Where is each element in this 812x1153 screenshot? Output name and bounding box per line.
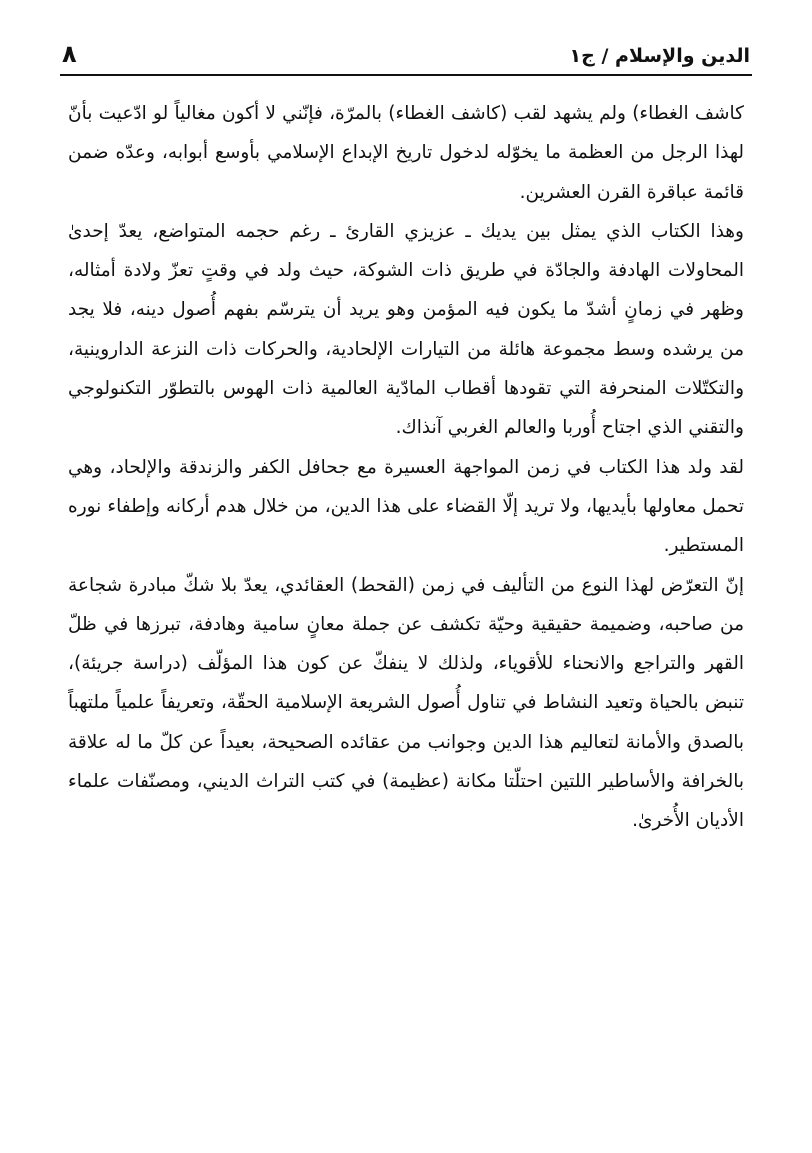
running-title: الدين والإسلام / ج١: [569, 45, 750, 67]
header-rule: [60, 74, 752, 76]
paragraph: وهذا الكتاب الذي يمثل بين يديك ـ عزيزي القارئ ـ رغم حجمه المتواضع، يعدّ إحدىٰ المحاولات الهادفة والجادّة في طريق ذات الشوكة، حيث ولد في وقتٍ تعزّ ولادة أمثاله، وظهر في زمانٍ أشدّ ما يكون فيه المؤمن وهو يريد أن يترسّم بفهم أُصول دينه، فلا يجد من يرشده وسط مجموعة هائلة من التيارات الإلحادية، والحركات ذات النزعة الداروينية، والتكتّلات المنحرفة التي تقودها أقطاب المادّية العالمية ذات الهوس بالتطوّر التكنولوجي والتقني الذي اجتاح أُوربا والعالم الغربي آنذاك.: [68, 220, 744, 439]
page-header: [62, 30, 750, 66]
paragraph: كاشف الغطاء) ولم يشهد لقب (كاشف الغطاء) بالمرّة، فإنّني لا أكون مغالياً لو ادّعيت بأنّ لهذا الرجل من العظمة ما يخوّله لدخول تاريخ الإبداع الإسلامي بأوسع أبوابه، وعدّه ضمن قائمة عباقرة القرن العشرين.: [68, 103, 744, 203]
page-number: ٨: [62, 40, 77, 68]
paragraph: لقد ولد هذا الكتاب في زمن المواجهة العسيرة مع جحافل الكفر والزندقة والإلحاد، وهي تحمل معاولها بأيديها، ولا تريد إلّا القضاء على هذا الدين، من خلال هدم أركانه وإطفاء نوره المستطير.: [68, 456, 744, 557]
paragraph: إنّ التعرّض لهذا النوع من التأليف في زمن (القحط) العقائدي، يعدّ بلا شكّ مبادرة شجاعة من صاحبه، وضميمة حقيقية وحيّة تكشف عن جملة معانٍ سامية وهادفة، تبرزها في ظلّ القهر والتراجع والانحناء للأقوياء، ولذلك لا ينفكّ عن كون هذا المؤلّف (دراسة جريئة)، تنبض بالحياة وتعيد النشاط في تناول أُصول الشريعة الإسلامية الحقّة، وتعريفاً علمياً ملتهباً بالصدق والأمانة لتعاليم هذا الدين وجوانب من عقائده الصحيحة، بعيداً عن كلّ ما له علاقة بالخرافة والأساطير اللتين احتلّتا مكانة (عظيمة) في كتب التراث الديني، ومصنّفات علماء الأديان الأُخرىٰ.: [68, 574, 744, 832]
body-text: [68, 94, 744, 841]
